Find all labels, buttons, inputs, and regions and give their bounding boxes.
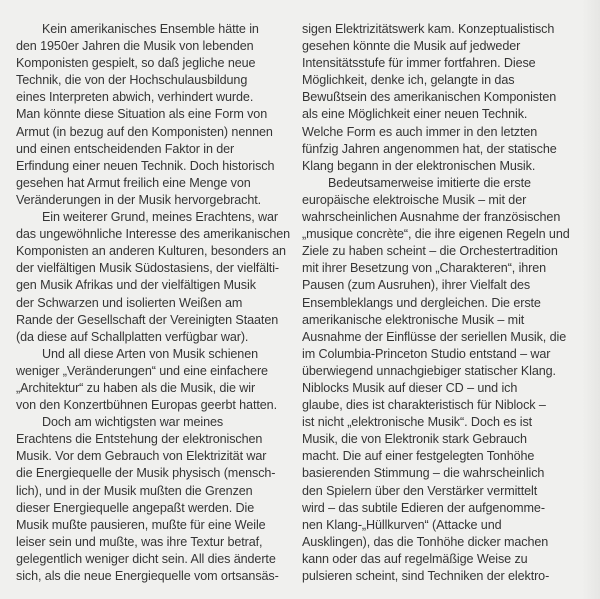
text-line: „musique concrète“, die ihre eigenen Regeln und xyxy=(302,227,570,242)
text-line: gesehen hat Armut freilich eine Menge von xyxy=(16,175,251,190)
paragraph-first-line: Und all diese Arten von Musik schienen xyxy=(42,346,259,361)
text-line: „Architektur“ zu haben als die Musik, die wir xyxy=(16,380,256,395)
text-line: Klang begann in der elektronischen Musik. xyxy=(302,158,536,173)
text-line: überwiegend unnachgiebiger statischer Klang. xyxy=(302,363,556,378)
text-line: pulsieren scheint, sind Techniken der elektro- xyxy=(302,569,550,583)
text-line: Möglichkeit, denke ich, gelangte in das xyxy=(302,73,515,88)
text-line: gesehen könnte die Musik auf jedweder xyxy=(302,39,521,54)
text-line: Musik, die von Elektronik stark Gebrauch xyxy=(302,432,527,447)
text-line: Armut (in bezug auf den Komponisten) nennen xyxy=(16,124,273,139)
text-line: sigen Elektrizitätswerk kam. Konzeptualistisch xyxy=(302,22,555,36)
text-line: nen Klang-„Hüllkurven“ (Attacke und xyxy=(302,517,502,532)
text-line: eines Interpreten abwich, verhindert wurde. xyxy=(16,90,254,105)
text-line: Intensitätsstufe für immer fortfahren. Diese xyxy=(302,56,536,71)
text-column-left xyxy=(16,21,291,585)
text-line: Technik, die von der Hochschulausbildung xyxy=(16,73,248,88)
text-line: den Spielern über den Verstärker vermittelt xyxy=(302,483,538,498)
text-line: Erachtens die Entstehung der elektronischen xyxy=(16,432,263,447)
text-line: der vielfältigen Musik Südostasiens, der vielfälti- xyxy=(16,261,279,276)
text-line: Musik. Vor dem Gebrauch von Elektrizität war xyxy=(16,449,267,464)
text-line: lich), und in der Musik mußten die Grenzen xyxy=(16,483,253,498)
text-line: wahrscheinlichen Ausnahme der französischen xyxy=(302,210,561,225)
text-line: Ziele zu haben scheint – die Orchestertradition xyxy=(302,244,558,259)
text-line: Erfindung einer neuen Technik. Doch historisch xyxy=(16,158,275,173)
text-line: Rande der Gesellschaft der Vereinigten Staaten xyxy=(16,312,279,327)
text-line: Niblocks Musik auf dieser CD – und ich xyxy=(302,380,518,395)
text-line: fünfzig Jahren angenommen hat, der statische xyxy=(302,141,557,156)
text-line: basierenden Stimmung – die wahrscheinlich xyxy=(302,466,545,481)
text-line: Bewußtsein des amerikanischen Komponisten xyxy=(302,90,557,105)
text-line: sich, als die neue Energiequelle vom ortsansäs- xyxy=(16,569,279,583)
text-line: Ensembleklangs und dergleichen. Die erste xyxy=(302,295,541,310)
text-line: von den Konzertbühnen Europas geerbt hatten. xyxy=(16,398,277,413)
paragraph-first-line: Bedeutsamerweise imitierte die erste xyxy=(328,175,531,190)
text-line: dieser Energiequelle angepaßt werden. Die xyxy=(16,500,255,515)
text-line: kann oder das auf regelmäßige Weise zu xyxy=(302,551,528,566)
text-line: weniger „Veränderungen“ und eine einfachere xyxy=(16,363,268,378)
page-edge-shadow xyxy=(582,0,600,599)
text-line: das ungewöhnliche Interesse des amerikanischen xyxy=(16,227,291,242)
text-line: Veränderungen in der Musik hervorgebracht. xyxy=(16,192,262,207)
text-column-right xyxy=(302,21,587,585)
text-line: Musik mußte pausieren, mußte für eine Weile xyxy=(16,517,266,532)
text-line: glaube, dies ist charakteristisch für Niblock – xyxy=(302,398,546,413)
text-line: (da diese auf Schallplatten verfügbar war). xyxy=(16,329,249,344)
text-line: im Columbia-Princeton Studio entstand – war xyxy=(302,346,551,361)
text-line: wird – das subtile Edieren der aufgenomme- xyxy=(302,500,545,515)
text-line: mit ihrer Besetzung von „Charakteren“, ihren xyxy=(302,261,547,276)
text-line: die Energiequelle der Musik physisch (mensch- xyxy=(16,466,276,481)
text-line: gen Musik Afrikas und der vielfältigen Musik xyxy=(16,278,256,293)
text-line: Pausen (zum Ausruhen), ihrer Vielfalt des xyxy=(302,278,531,293)
text-line: Man könnte diese Situation als eine Form von xyxy=(16,107,268,122)
text-line: Komponisten gespielt, so daß jegliche neue xyxy=(16,56,256,71)
text-line: amerikanische elektronische Musik – mit xyxy=(302,312,525,327)
text-line: Welche Form es auch immer in den letzten xyxy=(302,124,538,139)
text-line: Komponisten an anderen Kulturen, besonders an xyxy=(16,244,286,259)
text-line: macht. Die auf einer festgelegten Tonhöhe xyxy=(302,449,535,464)
text-line: ist nicht „elektronische Musik“. Doch es ist xyxy=(302,415,533,430)
paragraph-first-line: Ein weiterer Grund, meines Erachtens, war xyxy=(42,210,278,225)
paragraph-first-line: Kein amerikanisches Ensemble hätte in xyxy=(42,22,259,36)
text-line: der Schwarzen und isolierten Weißen am xyxy=(16,295,243,310)
text-line: den 1950er Jahren die Musik von lebenden xyxy=(16,39,254,54)
paragraph-first-line: Doch am wichtigsten war meines xyxy=(42,415,224,430)
text-line: und einen entscheidenden Faktor in der xyxy=(16,141,235,156)
text-line: europäische elektroische Musik – mit der xyxy=(302,192,527,207)
text-line: gelegentlich weniger dicht sein. All dies änderte xyxy=(16,551,276,566)
text-line: als eine Möglichkeit einer neuen Technik. xyxy=(302,107,528,122)
text-line: Ausklingen), das die Tonhöhe dicker machen xyxy=(302,534,549,549)
text-line: leiser sein und mußte, was ihre Textur betraf, xyxy=(16,534,263,549)
text-line: Ausnahme der Einflüsse der seriellen Musik, die xyxy=(302,329,567,344)
